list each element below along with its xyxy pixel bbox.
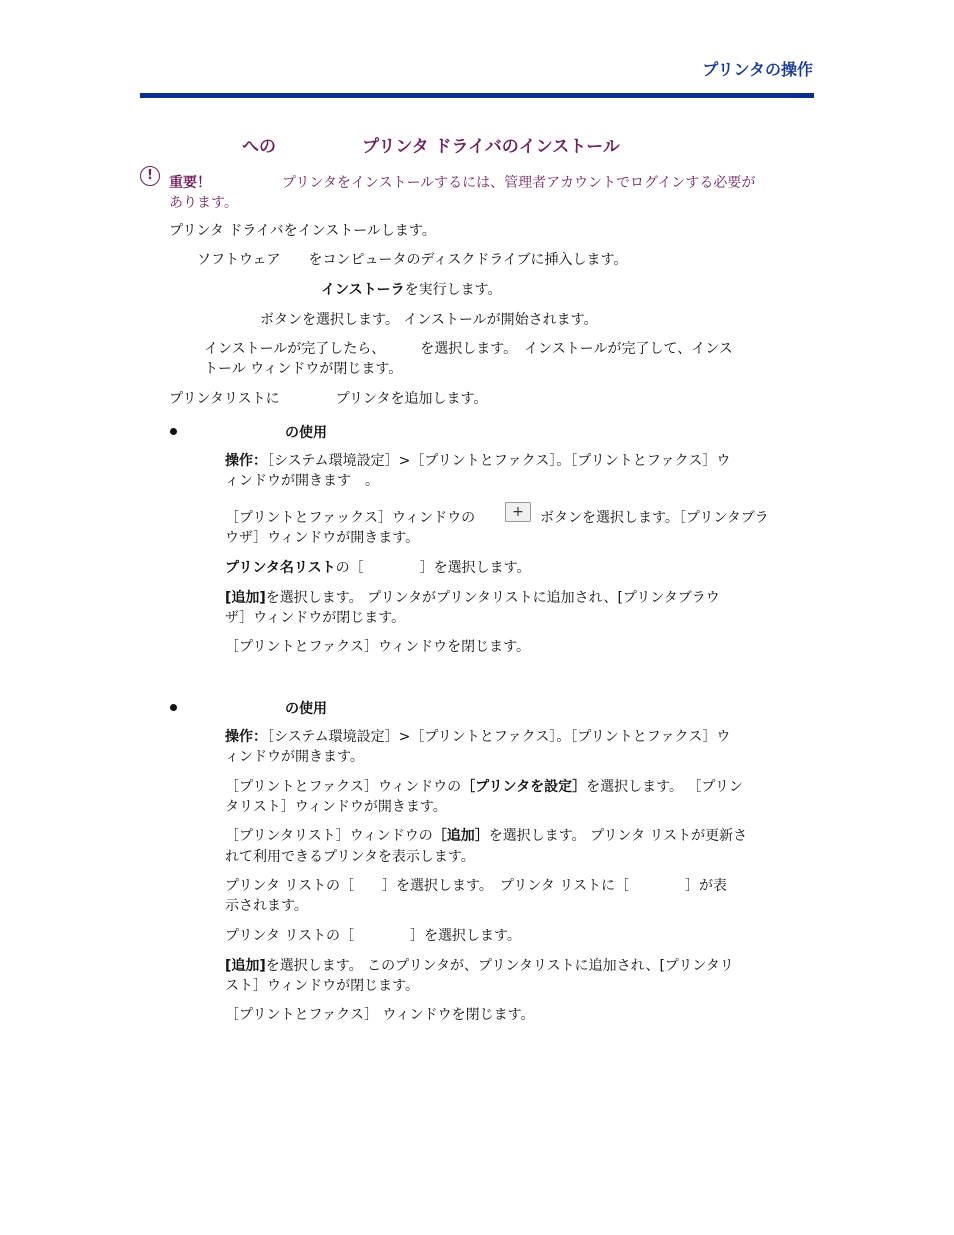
section-title: プリンタ ドライバのインストール: [362, 137, 620, 157]
method2-step-e: プリンタ リストの［ ］を選択します。: [225, 928, 521, 944]
method2-step-f-line1: [追加]を選択します。 このプリンタが、プリンタリストに追加され、[プリンタリ: [225, 958, 734, 974]
bullet-dot: [170, 428, 177, 435]
method2-step-a-line2: ィンドウが開きます。: [225, 749, 364, 765]
warning-circle-icon: !: [140, 166, 160, 186]
method1-step-d-line2: ザ］ウィンドウが閉じます。: [225, 610, 406, 626]
page-header-title: プリンタの操作: [702, 60, 813, 79]
method2-step-c-line2: れて利用できるプリンタを表示します。: [225, 849, 475, 865]
method1-step-b-line1a: ［プリントとファックス］ウィンドウの: [225, 510, 476, 526]
header-rule: [140, 93, 814, 98]
step-run-installer: インストーラを実行します。: [321, 282, 502, 298]
method2-heading: の使用: [285, 701, 327, 717]
method2-step-f-line2: スト］ウィンドウが閉じます。: [225, 978, 420, 994]
method1-step-a-line2: ィンドウが開きます 。: [225, 473, 379, 489]
step-insert-software: ソフトウェア をコンピュータのディスクドライブに挿入します。: [197, 252, 628, 268]
important-text-line1: プリンタをインストールするには、管理者アカウントでログインする必要が: [282, 175, 756, 191]
method2-step-b-line1: ［プリントとファクス］ウィンドウの［プリンタを設定］を選択します。 ［プリン: [225, 779, 743, 795]
method1-step-a-line1: 操作：［システム環境設定］>［プリントとファクス］。［プリントとファクス］ウ: [225, 453, 731, 469]
step-select-button: ボタンを選択します。 インストールが開始されます。: [260, 312, 598, 328]
method1-heading: の使用: [285, 425, 327, 441]
plus-icon[interactable]: +: [505, 502, 531, 522]
method2-step-d-line1: プリンタ リストの［ ］を選択します。 プリンタ リストに［ ］が表: [225, 878, 727, 894]
step-add-printer-intro: プリンタリストに プリンタを追加します。: [169, 391, 488, 407]
method2-step-d-line2: 示されます。: [225, 898, 308, 914]
section-title-prefix: への: [242, 137, 276, 157]
method1-step-d-line1: [追加]を選択します。 プリンタがプリンタリストに追加され、[プリンタブラウ: [225, 590, 720, 606]
bullet-dot: [170, 704, 177, 711]
method1-step-b-line1b: ボタンを選択します。［プリンタブラ: [540, 510, 769, 526]
step-install-complete-line2: トール ウィンドウが閉じます。: [204, 361, 403, 377]
important-label: 重要！: [169, 175, 211, 191]
method2-step-b-line2: タリスト］ウィンドウが開きます。: [225, 799, 447, 815]
method1-step-c: プリンタ名リストの［ ］を選択します。: [225, 560, 531, 576]
method1-step-b-line2: ウザ］ウィンドウが開きます。: [225, 530, 420, 546]
method1-step-e: ［プリントとファクス］ウィンドウを閉じます。: [225, 639, 531, 655]
step-install-complete-line1: インストールが完了したら、 を選択します。 インストールが完了して、インス: [204, 341, 733, 357]
important-text-line2: あります。: [169, 195, 238, 211]
method2-step-c-line1: ［プリンタリスト］ウィンドウの［追加］を選択します。 プリンタ リストが更新さ: [225, 828, 748, 844]
method2-step-g: ［プリントとファクス］ ウィンドウを閉じます。: [225, 1007, 535, 1023]
step-intro: プリンタ ドライバをインストールします。: [169, 223, 436, 239]
method2-step-a-line1: 操作：［システム環境設定］>［プリントとファクス］。［プリントとファクス］ウ: [225, 729, 731, 745]
